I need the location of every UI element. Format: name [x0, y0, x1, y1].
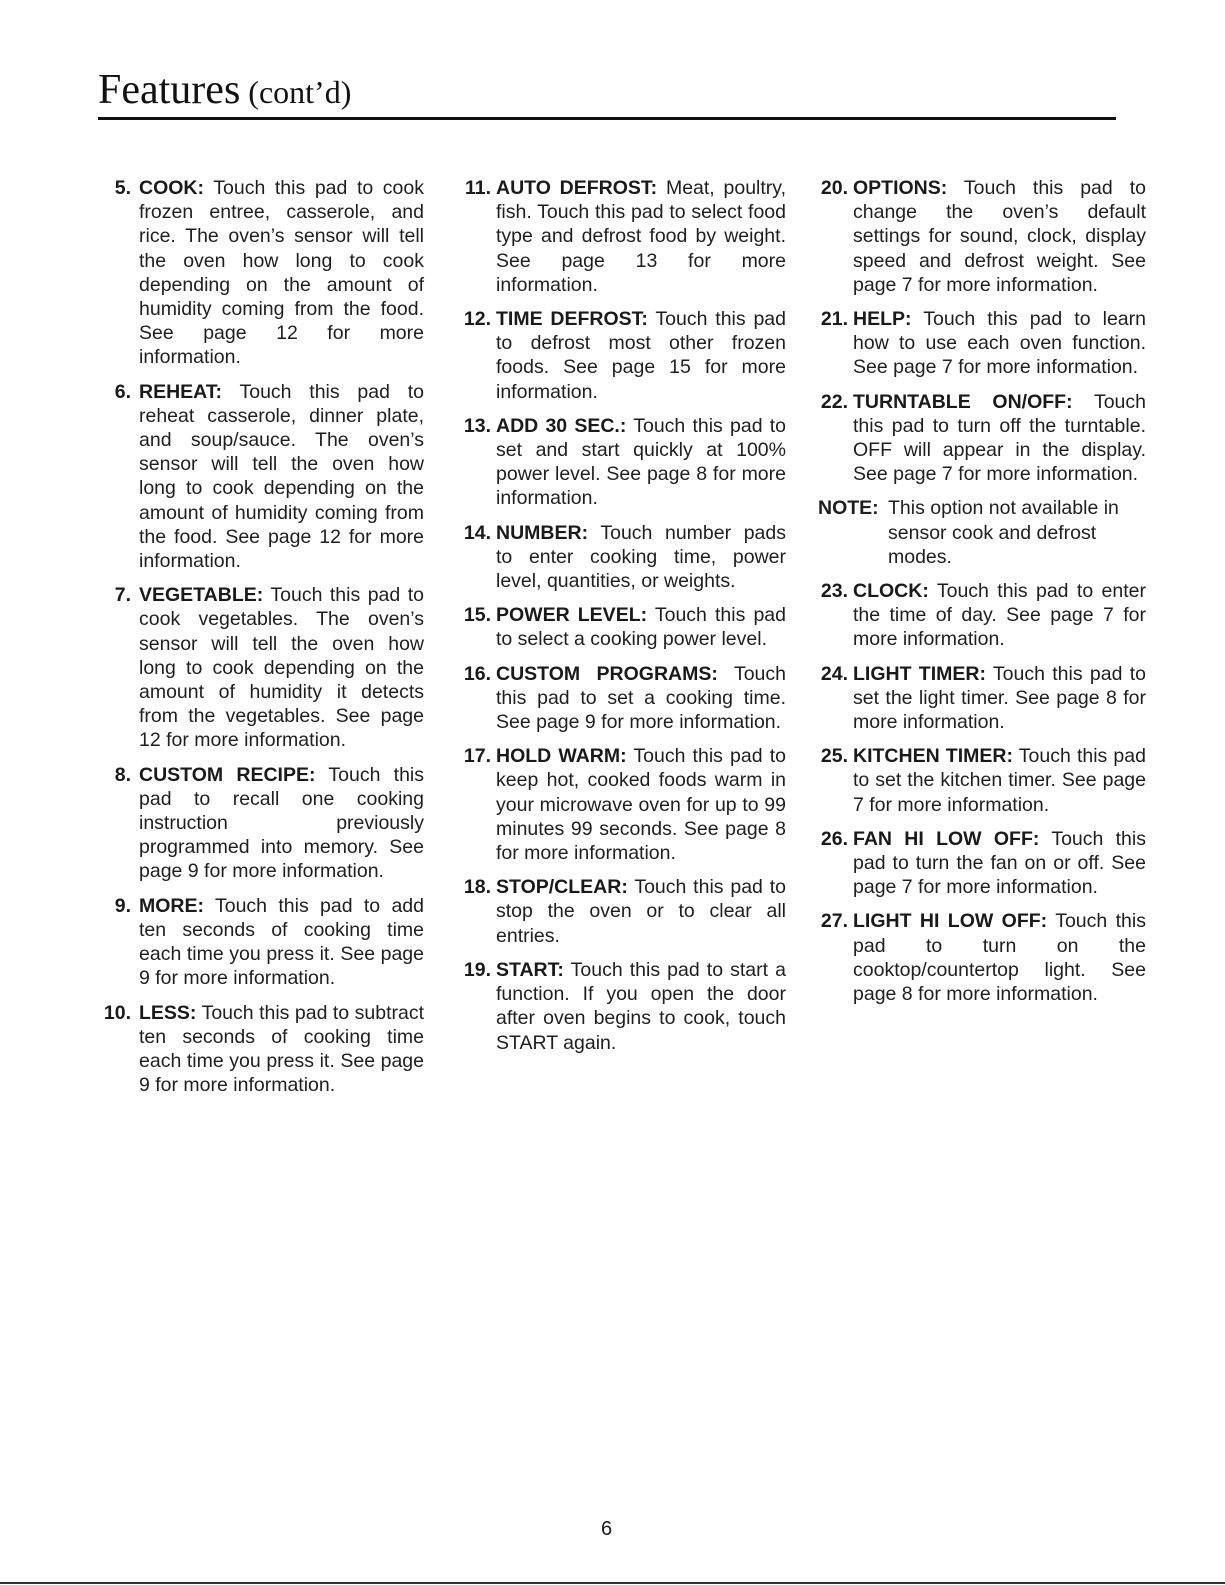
item-number: 27.	[820, 910, 848, 933]
item-number: 10.	[103, 1001, 131, 1024]
item-label: FAN HI LOW OFF:	[853, 827, 1040, 850]
item-number: 11.	[464, 177, 491, 199]
item-number: 8.	[114, 763, 131, 786]
item-number: 6.	[114, 380, 131, 403]
feature-item-cook	[104, 176, 424, 370]
feature-item-clock	[818, 579, 1146, 652]
item-text: Touch this pad to enter the time of day. See page 7 for more information.	[853, 580, 1146, 651]
item-text: Touch number pads to enter cooking time, power level, quantities, or weights.	[496, 521, 786, 593]
item-label: LIGHT HI LOW OFF:	[853, 910, 1048, 933]
feature-item-options	[818, 176, 1146, 297]
page-title	[98, 66, 351, 116]
feature-item-number	[461, 521, 786, 594]
item-text: Touch this pad to turn off the turntable. OFF will appear in the display. See page 7 for more information.	[853, 390, 1146, 486]
item-text: Touch this pad to cook vegetables. The oven’s sensor will tell the oven how long to cook depending on the amount of humidity it detects from the vegetables. See page 12 for more information.	[139, 584, 424, 752]
item-number: 7.	[114, 584, 131, 607]
item-label: OPTIONS:	[853, 177, 948, 199]
page-bottom-edge	[0, 1582, 1225, 1584]
column-2	[461, 176, 786, 1065]
feature-item-kitchen-timer	[818, 744, 1146, 817]
item-text: Touch this pad to stop the oven or to clear all entries.	[496, 876, 786, 947]
item-label: POWER LEVEL:	[496, 604, 648, 627]
item-text: Touch this pad to start a function. If you open the door after oven begins to cook, touch START again.	[496, 958, 786, 1054]
item-number: 17.	[463, 745, 491, 768]
feature-item-stop-clear	[461, 875, 786, 948]
item-text: Touch this pad to defrost most other frozen foods. See page 15 for more information.	[496, 308, 786, 403]
item-label: LESS:	[139, 1001, 197, 1024]
item-text: Touch this pad to keep hot, cooked foods warm in your microwave oven for up to 99 minutes 99 seconds. See page 8 for more information.	[496, 745, 786, 865]
feature-item-auto-defrost	[461, 176, 786, 297]
item-number: 22.	[820, 390, 848, 413]
item-number: 24.	[820, 662, 848, 685]
item-text: Touch this pad to select a cooking power level.	[496, 604, 786, 651]
item-text: Touch this pad to set the kitchen timer. See page 7 for more information.	[853, 745, 1146, 816]
item-text: Touch this pad to add ten seconds of cooking time each time you press it. See page 9 for more information.	[139, 894, 424, 990]
item-number: 16.	[463, 662, 491, 685]
column-1	[104, 176, 424, 1107]
item-text: Touch this pad to learn how to use each oven function. See page 7 for more information.	[853, 308, 1146, 379]
feature-item-hold-warm	[461, 744, 786, 865]
feature-item-less	[104, 1001, 424, 1098]
item-label: LIGHT TIMER:	[853, 662, 986, 685]
item-label: CLOCK:	[853, 580, 929, 603]
title-subtitle: (cont’d)	[248, 74, 352, 110]
item-text: Touch this pad to set the light timer. See page 8 for more information.	[853, 662, 1146, 734]
item-number: 23.	[820, 580, 848, 603]
item-label: NUMBER:	[496, 521, 589, 544]
item-text: Touch this pad to change the oven’s default settings for sound, clock, display speed and defrost weight. See page 7 for more information.	[853, 177, 1146, 296]
note-text: This option not available in sensor cook and defrost modes.	[888, 497, 1119, 568]
item-text: Touch this pad to reheat casserole, dinner plate, and soup/sauce. The oven’s sensor will tell the oven how long to cook depending on the amount of humidity coming from the food. See page 12 for more information.	[139, 380, 424, 573]
feature-item-reheat	[104, 380, 424, 574]
item-number: 20.	[820, 177, 848, 199]
item-label: HELP:	[853, 308, 912, 331]
feature-item-more	[104, 894, 424, 991]
item-label: CUSTOM RECIPE:	[139, 763, 316, 786]
item-number: 12.	[463, 308, 491, 331]
item-label: TIME DEFROST:	[496, 308, 648, 331]
item-label: START:	[496, 958, 564, 981]
feature-item-turntable	[818, 390, 1146, 487]
item-label: REHEAT:	[139, 380, 223, 403]
item-text: Touch this pad to set a cooking time. See page 9 for more information.	[496, 662, 786, 734]
item-label: HOLD WARM:	[496, 745, 627, 768]
item-label: TURNTABLE ON/OFF:	[853, 390, 1073, 413]
feature-item-start	[461, 958, 786, 1055]
item-text: Touch this pad to subtract ten seconds of cooking time each time you press it. See page 9 for more information.	[139, 1001, 424, 1097]
item-number: 9.	[114, 894, 131, 917]
item-label: KITCHEN TIMER:	[853, 745, 1013, 768]
page-number: 6	[600, 1518, 613, 1540]
item-number: 26.	[820, 827, 848, 850]
note-label: NOTE:	[818, 497, 879, 520]
feature-item-custom-programs	[461, 662, 786, 735]
item-number: 21.	[820, 308, 848, 331]
item-text: Touch this pad to turn the fan on or off. See page 7 for more information.	[853, 827, 1146, 899]
feature-item-fan	[818, 827, 1146, 900]
item-label: MORE:	[139, 894, 204, 917]
item-text: Touch this pad to cook frozen entree, casserole, and rice. The oven’s sensor will tell the oven how long to cook depending on the amount of humidity coming from the food. See page 12 for more information.	[139, 177, 424, 369]
item-label: CUSTOM PROGRAMS:	[496, 662, 718, 685]
item-number: 19.	[463, 958, 491, 981]
item-number: 15.	[463, 604, 491, 627]
feature-item-power-level	[461, 603, 786, 651]
item-number: 5.	[114, 177, 131, 199]
column-3	[818, 176, 1146, 1016]
item-text: Meat, poultry, fish. Touch this pad to select food type and defrost food by weight. See page 13 for more information.	[496, 177, 786, 296]
feature-item-help	[818, 307, 1146, 380]
feature-item-add-30-sec	[461, 414, 786, 511]
title-text: Features	[98, 67, 241, 113]
feature-item-time-defrost	[461, 307, 786, 404]
item-number: 13.	[463, 414, 491, 437]
feature-item-custom-recipe	[104, 763, 424, 884]
item-label: ADD 30 SEC.:	[496, 414, 627, 437]
item-number: 25.	[820, 745, 848, 768]
feature-item-light-timer	[818, 662, 1146, 735]
item-label: AUTO DEFROST:	[496, 177, 658, 199]
item-label: COOK:	[139, 177, 204, 199]
title-rule	[98, 117, 1116, 120]
turntable-note	[818, 496, 1146, 569]
item-text: Touch this pad to set and start quickly at 100% power level. See page 8 for more information.	[496, 414, 787, 510]
item-text: Touch this pad to recall one cooking instruction previously programmed into memory. See page 9 for more information.	[139, 763, 424, 883]
feature-item-vegetable	[104, 583, 424, 752]
item-label: VEGETABLE:	[139, 584, 264, 607]
item-text: Touch this pad to turn on the cooktop/countertop light. See page 8 for more information.	[853, 910, 1146, 1006]
item-number: 18.	[463, 876, 491, 899]
item-label: STOP/CLEAR:	[496, 876, 628, 899]
feature-item-light	[818, 909, 1146, 1006]
item-number: 14.	[463, 521, 491, 544]
